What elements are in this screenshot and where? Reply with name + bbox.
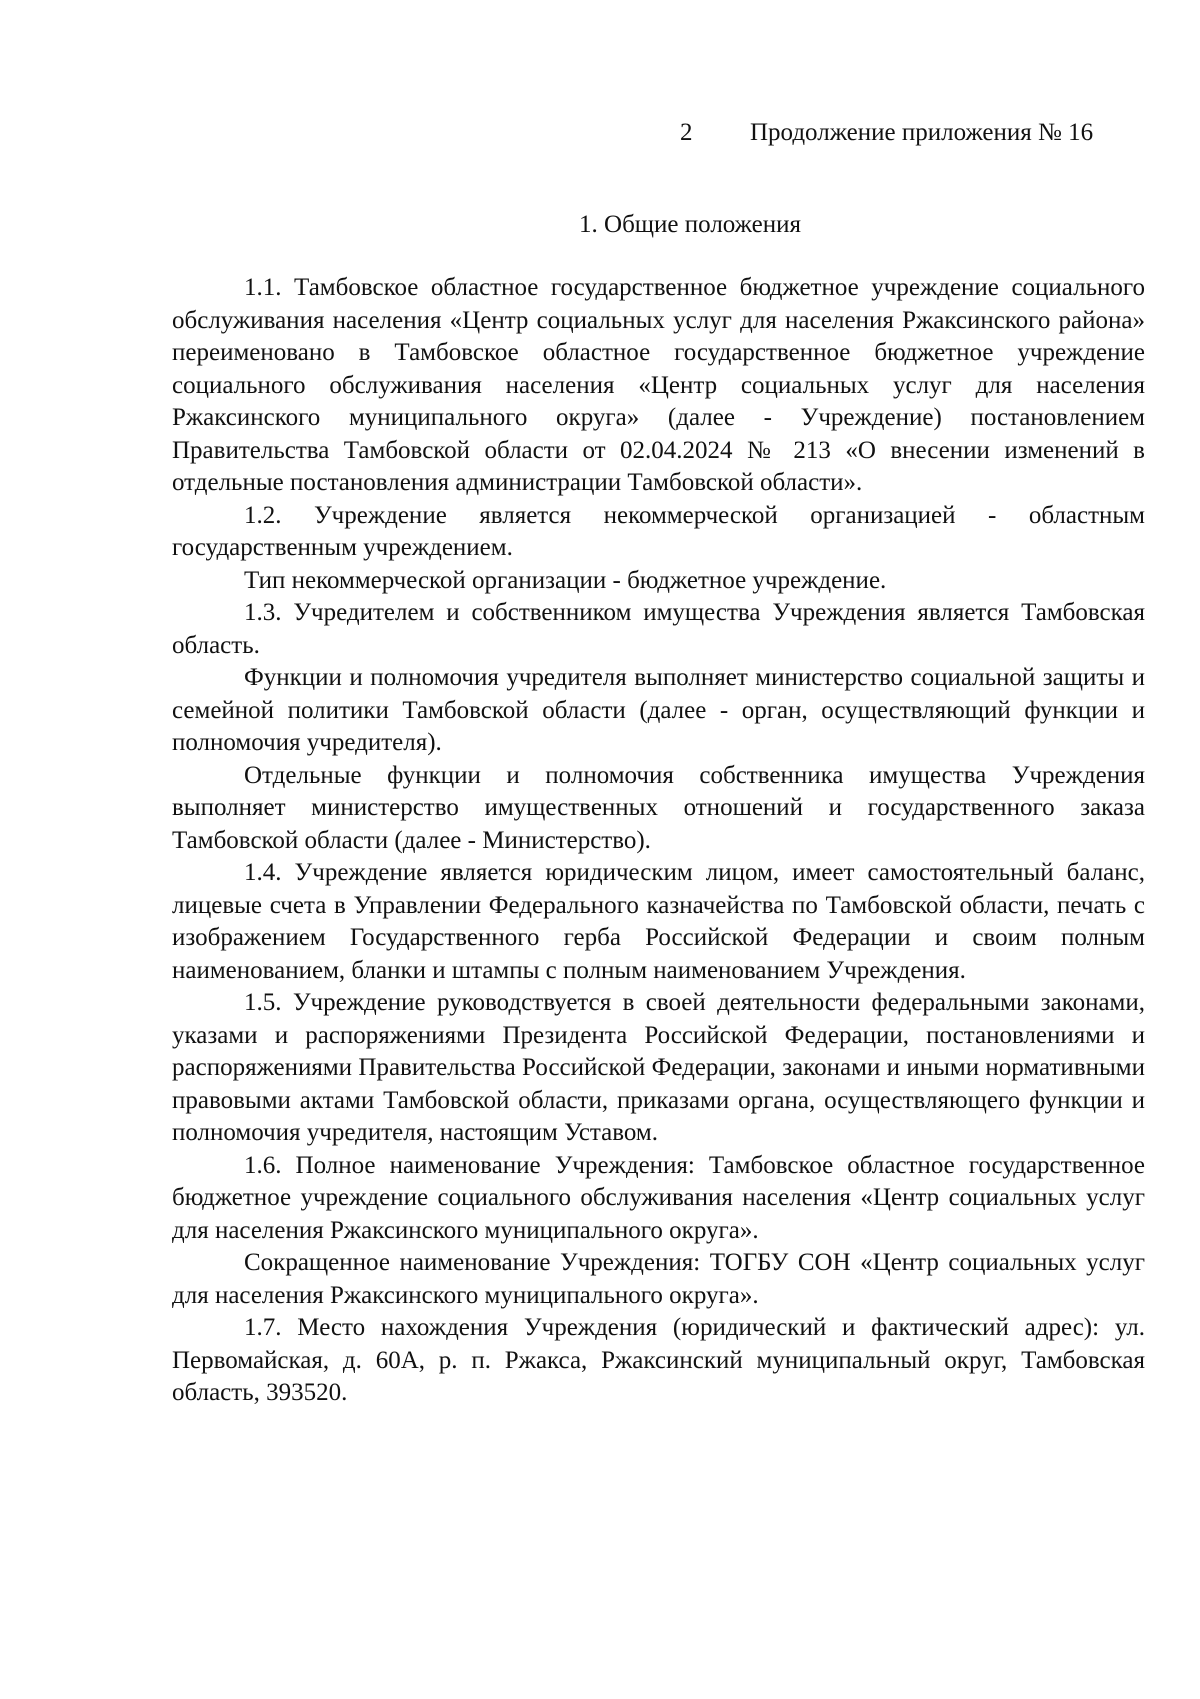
document-body bbox=[172, 272, 1145, 1410]
paragraph-1-6-short-name: Сокращенное наименование Учреждения: ТОГБУ СОН «Центр социальных услуг для населения Ржаксинского муниципального округа». bbox=[172, 1249, 1145, 1309]
appendix-continuation-label: Продолжение приложения № 16 bbox=[750, 119, 1094, 146]
paragraph-1-2: 1.2. Учреждение является некоммерческой организацией - областным государственным учреждением. bbox=[172, 501, 1145, 561]
paragraph-1-6: 1.6. Полное наименование Учреждения: Тамбовское областное государственное бюджетное учреждение социального обслуживания населения «Центр социальных услуг для населения Ржаксинского муниципального округа». bbox=[172, 1151, 1145, 1244]
page-header bbox=[680, 118, 1150, 148]
paragraph-1-3: 1.3. Учредителем и собственником имущества Учреждения является Тамбовская область. bbox=[172, 599, 1145, 659]
paragraph-1-3-functions: Функции и полномочия учредителя выполняет министерство социальной защиты и семейной политики Тамбовской области (далее - орган, осуществляющий функции и полномочия учредителя). bbox=[172, 664, 1145, 756]
page-number: 2 bbox=[680, 119, 693, 146]
paragraph-1-2-type: Тип некоммерческой организации - бюджетное учреждение. bbox=[244, 566, 887, 594]
paragraph-1-4: 1.4. Учреждение является юридическим лицом, имеет самостоятельный баланс, лицевые счета в Управлении Федерального казначейства по Тамбовской области, печать с изображением Государственного герба Российской Федерации и своим полным наименованием, бланки и штампы с полным наименованием Учреждения. bbox=[172, 859, 1145, 984]
paragraph-1-1: 1.1. Тамбовское областное государственное бюджетное учреждение социального обслуживания населения «Центр социальных услуг для населения Ржаксинского района» переименовано в Тамбовское областное государственное бюджетное учреждение социального обслуживания населения «Центр социальных услуг для населения Ржаксинского муниципального округа» (далее - Учреждение) постановлением Правительства Тамбовской области от 02.04.2024 № 213 «О внесении изменений в отдельные постановления администрации Тамбовской области». bbox=[172, 274, 1145, 496]
paragraph-1-3-owner-functions: Отдельные функции и полномочия собственника имущества Учреждения выполняет министерство имущественных отношений и государственного заказа Тамбовской области (далее - Министерство). bbox=[172, 761, 1145, 854]
paragraph-1-5: 1.5. Учреждение руководствуется в своей деятельности федеральными законами, указами и распоряжениями Президента Российской Федерации, постановлениями и распоряжениями Правительства Российской Федерации, законами и иными нормативными правовыми актами Тамбовской области, приказами органа, осуществляющего функции и полномочия учредителя, настоящим Уставом. bbox=[172, 989, 1145, 1146]
paragraph-1-7: 1.7. Место нахождения Учреждения (юридический и фактический адрес): ул. Первомайская, д. 60А, р. п. Ржакса, Ржаксинский муниципальный округ, Тамбовская область, 393520. bbox=[172, 1314, 1145, 1406]
section-title: 1. Общие положения bbox=[579, 211, 801, 238]
